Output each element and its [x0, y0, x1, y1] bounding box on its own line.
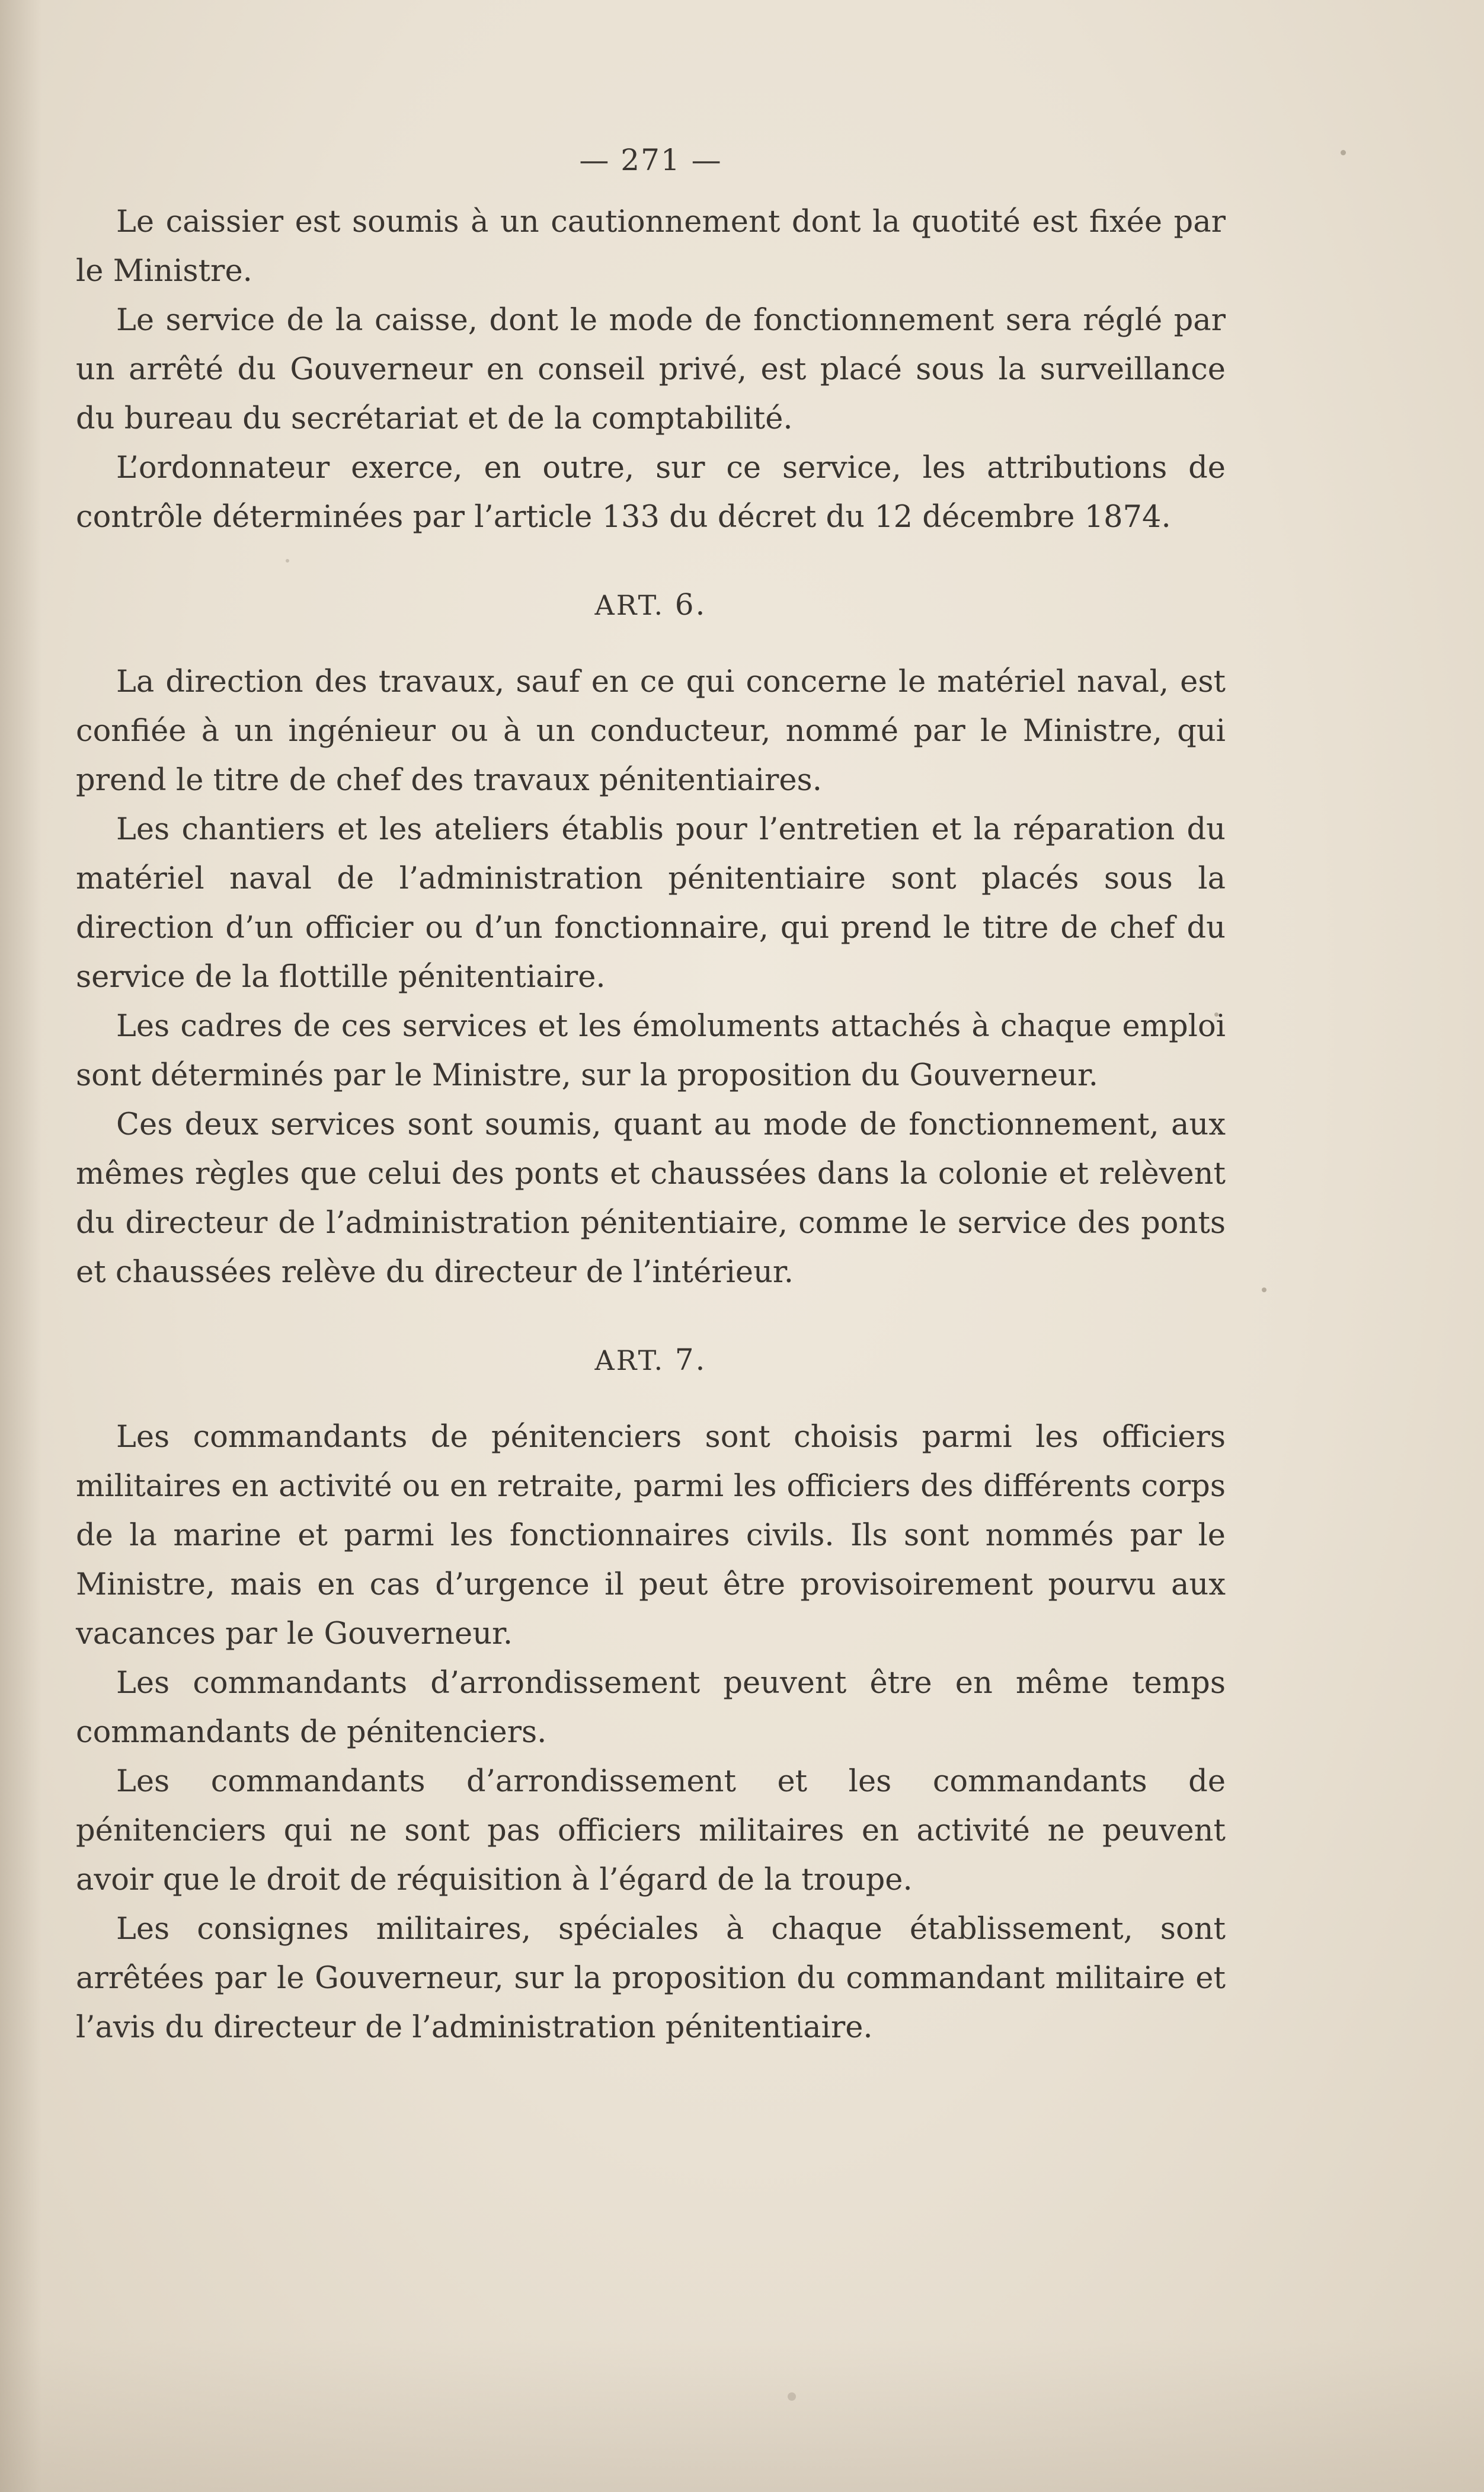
- article-number: 6.: [674, 587, 707, 622]
- bottom-edge-shadow: [0, 2338, 1484, 2492]
- paper-speck: [788, 2392, 796, 2401]
- article-label: ART.: [594, 1344, 665, 1376]
- page-number: — 271 —: [579, 143, 722, 177]
- paragraph: Les commandants d’arrondissement et les commandants de pénitenciers qui ne sont pas officiers militaires en activité ne peuvent avoir que le droit de réquisition à l’égard de la troupe.: [76, 1764, 1226, 1897]
- page-text: [76, 127, 1226, 2052]
- paragraph: Les cadres de ces services et les émoluments attachés à chaque emploi sont déterminés par le Ministre, sur la proposition du Gouverneur.: [76, 1009, 1226, 1093]
- paragraph: L’ordonnateur exerce, en outre, sur ce service, les attributions de contrôle déterminées par l’article 133 du décret du 12 décembre 1874.: [76, 451, 1226, 535]
- paragraph: Les commandants de pénitenciers sont choisis parmi les officiers militaires en activité ou en retraite, parmi les officiers des différents corps de la marine et parmi les fonctionnaires civils. Ils sont nommés par le Ministre, mais en cas d’urgence il peut être provisoirement pourvu aux vacances par le Gouverneur.: [76, 1420, 1226, 1651]
- paragraph: Les commandants d’arrondissement peuvent être en même temps commandants de pénitenciers.: [76, 1666, 1226, 1750]
- paragraph: Le caissier est soumis à un cautionnement dont la quotité est fixée par le Ministre.: [76, 205, 1226, 289]
- paper-speck: [1262, 1287, 1266, 1292]
- left-edge-shadow: [0, 0, 41, 2492]
- article-6-heading: [76, 587, 1226, 623]
- paper-speck: [1341, 150, 1346, 155]
- paragraph: Les consignes militaires, spéciales à chaque établissement, sont arrêtées par le Gouverneur, sur la proposition du commandant militaire et l’avis du directeur de l’administration pénitentiaire.: [76, 1912, 1226, 2045]
- article-number: 7.: [674, 1343, 707, 1377]
- article-label: ART.: [594, 589, 665, 621]
- paragraph: Les chantiers et les ateliers établis pour l’entretien et la réparation du matériel naval de l’administration pénitentiaire sont placés sous la direction d’un officier ou d’un fonctionnaire, qui prend le titre de chef du service de la flottille pénitentiaire.: [76, 812, 1226, 995]
- paragraph: Le service de la caisse, dont le mode de fonctionnement sera réglé par un arrêté du Gouverneur en conseil privé, est placé sous la surveillance du bureau du secrétariat et de la comptabilité.: [76, 303, 1226, 436]
- paragraph: Ces deux services sont soumis, quant au mode de fonctionnement, aux mêmes règles que celui des ponts et chaussées dans la colonie et relèvent du directeur de l’administration pénitentiaire, comme le service des ponts et chaussées relève du directeur de l’intérieur.: [76, 1107, 1226, 1290]
- paragraph: La direction des travaux, sauf en ce qui concerne le matériel naval, est confiée à un ingénieur ou à un conducteur, nommé par le Ministre, qui prend le titre de chef des travaux pénitentiaires.: [76, 664, 1226, 798]
- article-7-heading: [76, 1342, 1226, 1378]
